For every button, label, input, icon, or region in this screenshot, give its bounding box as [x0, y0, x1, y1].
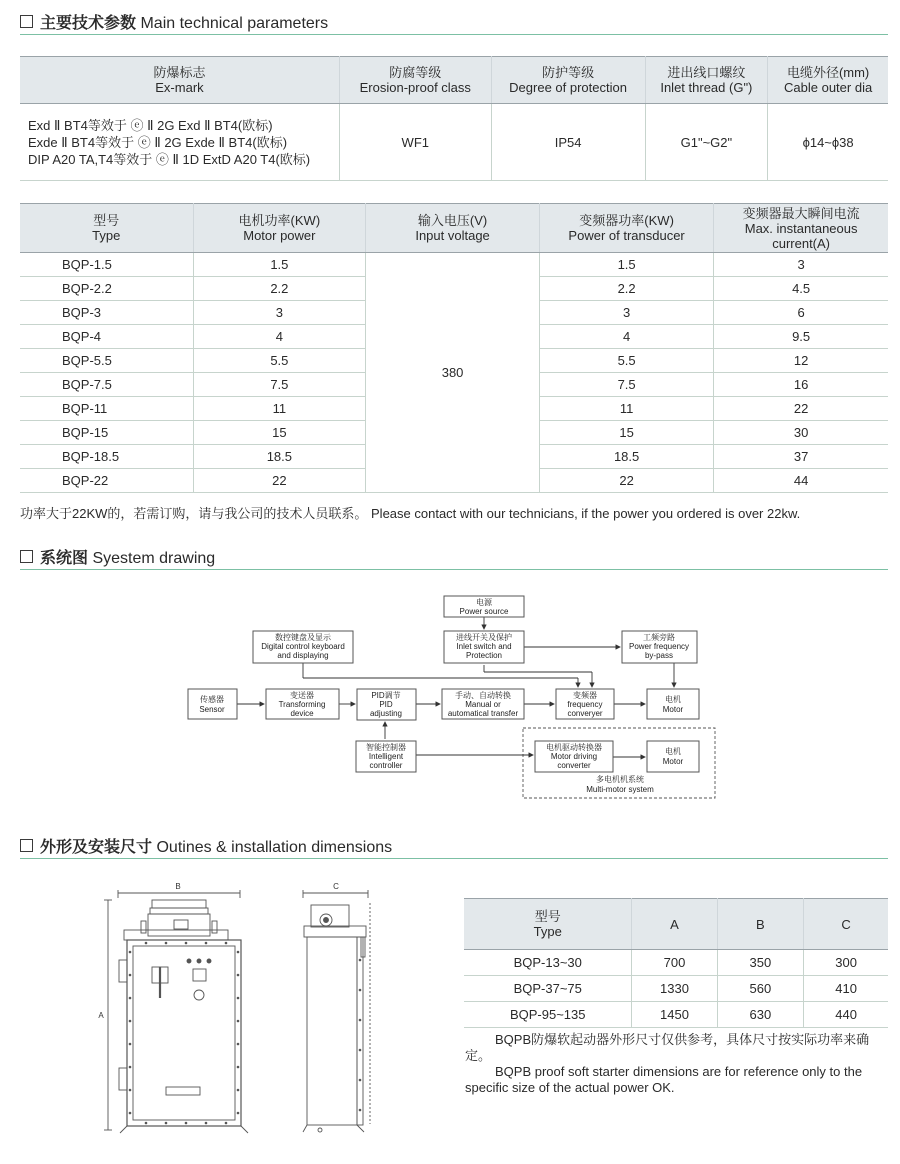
section-title-outline: 外形及安装尺寸 Outines & installation dimensions — [40, 839, 393, 856]
dim-b-cell: 630 — [717, 1002, 804, 1028]
svg-text:converyer: converyer — [567, 709, 603, 718]
svg-text:Inlet switch and: Inlet switch and — [456, 642, 512, 651]
dimension-note-cn: BQPB防爆软起动器外形尺寸仅供参考，具体尺寸按实际功率来确定。 — [465, 1032, 870, 1063]
svg-text:电机: 电机 — [665, 695, 681, 704]
header-a: A — [632, 899, 717, 950]
header-erosion: 防腐等级 Erosion-proof class — [339, 57, 491, 104]
transducer-power-cell: 7.5 — [539, 373, 713, 397]
transducer-power-cell: 11 — [539, 397, 713, 421]
table-header-row — [464, 899, 888, 950]
motor-driving-converter-box — [535, 741, 613, 772]
type-cell: BQP-18.5 — [20, 445, 193, 469]
table-header-row — [20, 204, 888, 253]
intelligent-controller-box — [356, 741, 416, 772]
transducer-power-cell: 15 — [539, 421, 713, 445]
table-row — [20, 253, 888, 277]
svg-text:智能控制器: 智能控制器 — [366, 743, 406, 752]
bypass-box — [622, 631, 697, 663]
keyboard-display-box — [253, 631, 353, 663]
dimension-note-en: BQPB proof soft starter dimensions are for reference only to the specific size of the actual power OK. — [465, 1064, 863, 1095]
thread-cell: G1"~G2" — [645, 104, 768, 181]
header-c: C — [804, 899, 888, 950]
checkbox-square-icon — [20, 839, 33, 852]
motor-power-cell: 2.2 — [193, 277, 366, 301]
manual-auto-box — [442, 689, 524, 719]
svg-text:PID调节: PID调节 — [371, 691, 401, 700]
svg-text:Protection: Protection — [465, 651, 503, 660]
table-row — [20, 104, 888, 181]
svg-text:电机: 电机 — [665, 747, 681, 756]
multi-motor-label-en: Multi-motor system — [586, 785, 654, 794]
inlet-switch-box — [444, 631, 524, 663]
cable-cell: ϕ14~ϕ38 — [768, 104, 888, 181]
power-note: 功率大于22KW的，若需订购，请与我公司的技术人员联系。 Please contact with our technicians, if the power you ordered is over 22kw. — [20, 506, 801, 521]
dim-b-cell: 350 — [717, 950, 804, 976]
dim-c-cell: 410 — [804, 976, 888, 1002]
svg-text:Motor driving: Motor driving — [550, 752, 598, 761]
type-cell: BQP-1.5 — [20, 253, 193, 277]
dimension-label-c: C — [333, 882, 339, 891]
max-current-cell: 44 — [714, 469, 888, 493]
motor-power-cell: 1.5 — [193, 253, 366, 277]
svg-text:Power source: Power source — [459, 607, 509, 616]
svg-text:automatical transfer: automatical transfer — [447, 709, 519, 718]
transducer-power-cell: 18.5 — [539, 445, 713, 469]
dimension-label-b: B — [175, 882, 181, 891]
protection-cell: IP54 — [491, 104, 645, 181]
svg-text:手动、自动转换: 手动、自动转换 — [455, 691, 511, 700]
header-input-voltage: 输入电压(V) Input voltage — [366, 204, 540, 253]
motor-power-cell: 4 — [193, 325, 366, 349]
svg-text:数控键盘及显示: 数控键盘及显示 — [275, 633, 331, 642]
svg-text:传感器: 传感器 — [200, 695, 224, 704]
type-cell: BQP-37~75 — [464, 976, 632, 1002]
dimension-label-a: A — [98, 1011, 104, 1020]
exmark-line: Exde Ⅱ BT4等效于 ⓔ Ⅱ 2G Exde Ⅱ BT4(欧标) — [28, 134, 288, 150]
table-row — [464, 950, 888, 976]
svg-text:Motor: Motor — [662, 705, 684, 714]
section-title-system: 系统图 Syestem drawing — [40, 550, 216, 567]
bolt-pattern — [129, 942, 362, 1125]
multi-motor-label-cn: 多电机机系统 — [596, 775, 644, 784]
dimensions-table — [464, 898, 888, 1028]
svg-text:Manual or: Manual or — [465, 700, 501, 709]
svg-text:工频旁路: 工频旁路 — [643, 633, 675, 642]
svg-text:Sensor: Sensor — [199, 705, 225, 714]
enclosure-drawing — [90, 875, 390, 1140]
transducer-power-cell: 1.5 — [539, 253, 713, 277]
svg-text:controller: controller — [369, 761, 403, 770]
checkbox-square-icon — [20, 15, 33, 28]
table-header-row — [20, 57, 888, 104]
exmark-line: DIP A20 TA,T4等效于 ⓔ Ⅱ 1D ExtD A20 T4(欧标) — [28, 151, 311, 167]
header-transducer-power: 变频器功率(KW) Power of transducer — [539, 204, 713, 253]
exmark-cell — [20, 104, 339, 181]
dim-c-cell: 440 — [804, 1002, 888, 1028]
transducer-power-cell: 5.5 — [539, 349, 713, 373]
type-cell: BQP-2.2 — [20, 277, 193, 301]
ex-parameters-table — [20, 56, 888, 181]
type-cell: BQP-95~135 — [464, 1002, 632, 1028]
svg-text:Transforming: Transforming — [278, 700, 326, 709]
max-current-cell: 16 — [714, 373, 888, 397]
pid-box — [357, 689, 416, 720]
system-diagram — [0, 585, 900, 815]
frequency-converter-box — [556, 689, 614, 719]
svg-text:Power frequency: Power frequency — [628, 642, 690, 651]
max-current-cell: 4.5 — [714, 277, 888, 301]
transducer-power-cell: 3 — [539, 301, 713, 325]
dim-a-cell: 1450 — [632, 1002, 717, 1028]
motor-power-cell: 15 — [193, 421, 366, 445]
svg-text:and displaying: and displaying — [277, 651, 329, 660]
max-current-cell: 6 — [714, 301, 888, 325]
motor-box — [647, 689, 699, 719]
motor-power-cell: 22 — [193, 469, 366, 493]
svg-text:Intelligent: Intelligent — [368, 752, 404, 761]
header-cable: 电缆外径(mm) Cable outer dia — [768, 57, 888, 104]
max-current-cell: 9.5 — [714, 325, 888, 349]
transducer-power-cell: 22 — [539, 469, 713, 493]
motor-power-cell: 5.5 — [193, 349, 366, 373]
header-b: B — [717, 899, 804, 950]
type-cell: BQP-13~30 — [464, 950, 632, 976]
header-type: 型号 Type — [20, 204, 193, 253]
max-current-cell: 37 — [714, 445, 888, 469]
motor-power-cell: 7.5 — [193, 373, 366, 397]
header-thread: 进出线口螺纹 Inlet thread (G") — [645, 57, 768, 104]
svg-text:frequency: frequency — [567, 700, 603, 709]
table-row — [464, 1002, 888, 1028]
erosion-cell: WF1 — [339, 104, 491, 181]
max-current-cell: 12 — [714, 349, 888, 373]
svg-text:Motor: Motor — [662, 757, 684, 766]
sensor-box — [188, 689, 237, 719]
table-row — [464, 976, 888, 1002]
header-protection: 防护等级 Degree of protection — [491, 57, 645, 104]
max-current-cell: 30 — [714, 421, 888, 445]
dim-c-cell: 300 — [804, 950, 888, 976]
dim-b-cell: 560 — [717, 976, 804, 1002]
svg-text:adjusting: adjusting — [369, 709, 403, 718]
type-cell: BQP-11 — [20, 397, 193, 421]
type-cell: BQP-5.5 — [20, 349, 193, 373]
type-cell: BQP-4 — [20, 325, 193, 349]
section-header-outline — [20, 834, 888, 859]
svg-text:PID: PID — [379, 700, 393, 709]
svg-text:变送器: 变送器 — [290, 691, 314, 700]
header-max-current: 变频器最大瞬间电流 Max. instantaneous current(A) — [714, 204, 888, 253]
header-type: 型号 Type — [464, 899, 632, 950]
svg-text:电机驱动转换器: 电机驱动转换器 — [546, 743, 602, 752]
svg-text:变频器: 变频器 — [573, 691, 597, 700]
exmark-line: Exd Ⅱ BT4等效于 ⓔ Ⅱ 2G Exd Ⅱ BT4(欧标) — [28, 117, 273, 133]
header-exmark: 防爆标志 Ex-mark — [20, 57, 339, 104]
svg-text:device: device — [290, 709, 314, 718]
max-current-cell: 22 — [714, 397, 888, 421]
transducer-power-cell: 2.2 — [539, 277, 713, 301]
input-voltage-cell: 380 — [366, 253, 540, 493]
dim-a-cell: 1330 — [632, 976, 717, 1002]
motor-power-cell: 3 — [193, 301, 366, 325]
type-cell: BQP-3 — [20, 301, 193, 325]
svg-text:converter: converter — [557, 761, 591, 770]
section-header-tech — [20, 10, 888, 35]
type-cell: BQP-7.5 — [20, 373, 193, 397]
type-cell: BQP-15 — [20, 421, 193, 445]
checkbox-square-icon — [20, 550, 33, 563]
power-source-box — [444, 596, 524, 617]
transforming-box — [266, 689, 339, 719]
dim-a-cell: 700 — [632, 950, 717, 976]
svg-text:Digital control keyboard: Digital control keyboard — [261, 642, 345, 651]
svg-text:电源: 电源 — [476, 598, 492, 607]
motor-power-cell: 11 — [193, 397, 366, 421]
motor-power-cell: 18.5 — [193, 445, 366, 469]
header-motor-power: 电机功率(KW) Motor power — [193, 204, 366, 253]
type-cell: BQP-22 — [20, 469, 193, 493]
power-table — [20, 203, 888, 493]
svg-text:by-pass: by-pass — [644, 651, 674, 660]
max-current-cell: 3 — [714, 253, 888, 277]
section-header-system — [20, 545, 888, 570]
transducer-power-cell: 4 — [539, 325, 713, 349]
section-title-tech: 主要技术参数 Main technical parameters — [40, 15, 329, 32]
motor-box-multi — [647, 741, 699, 772]
svg-text:进线开关及保护: 进线开关及保护 — [456, 633, 512, 642]
